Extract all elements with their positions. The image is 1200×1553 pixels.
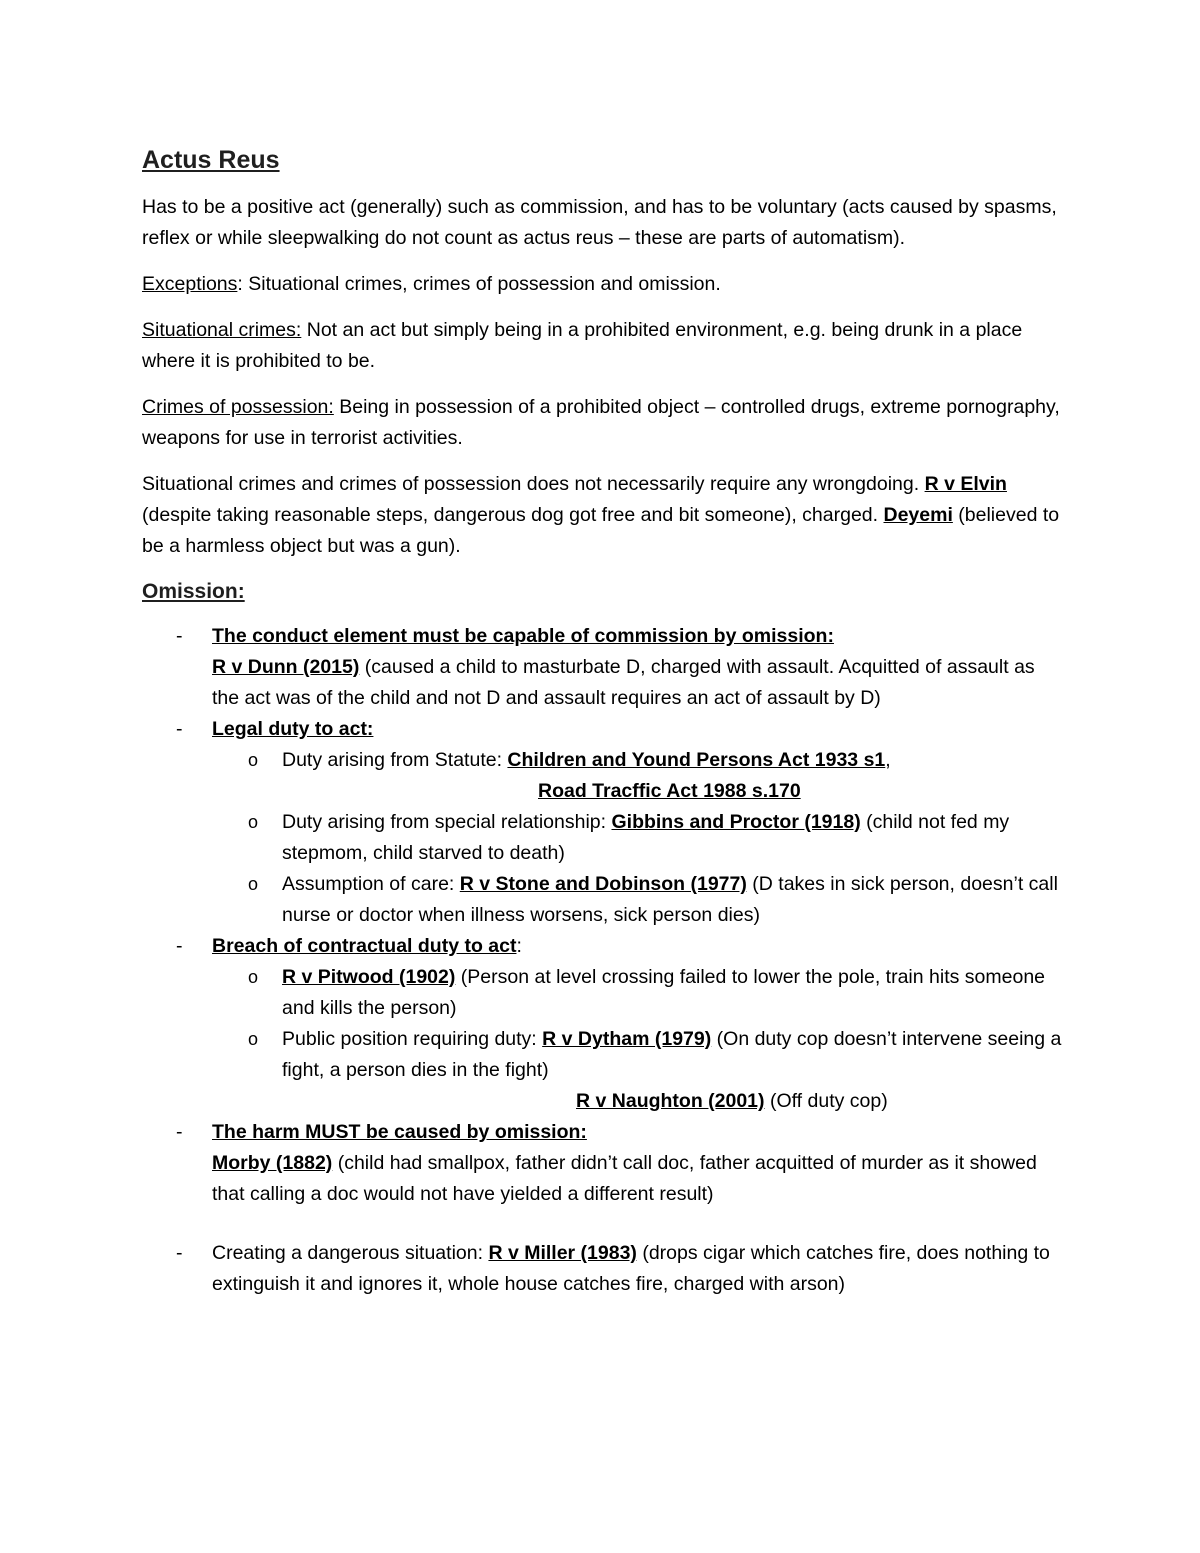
exceptions-colon: : — [237, 273, 243, 295]
circle-bullet: o — [248, 967, 259, 987]
document-page — [142, 142, 1062, 1300]
dytham-desc: (On duty cop doesn’t intervene seeing a fight, a person dies in the fight) — [282, 1028, 1062, 1081]
danger-text: Creating a dangerous situation: — [212, 1242, 489, 1264]
list-item-legal-duty — [142, 714, 1062, 931]
contract-sublist — [212, 962, 1062, 1117]
naughton-line — [282, 1086, 1062, 1117]
contract-colon: : — [516, 935, 522, 957]
possession-text: Being in possession of a prohibited object – controlled drugs, extreme pornography, weapons for use in terrorist activities. — [142, 396, 1060, 449]
care-text: Assumption of care: — [282, 873, 460, 895]
legal-duty-heading: Legal duty to act: — [212, 718, 374, 740]
case-pitwood: R v Pitwood (1902) — [282, 966, 456, 988]
contract-heading: Breach of contractual duty to act — [212, 935, 517, 957]
exceptions-paragraph — [142, 269, 1062, 300]
sub-item-pitwood — [212, 962, 1062, 1024]
possession-paragraph — [142, 392, 1062, 454]
wrongdoing-text-2: (despite taking reasonable steps, dangerous dog got free and bit someone), charged. — [142, 504, 884, 526]
wrongdoing-text-1: Situational crimes and crimes of possession does not necessarily require any wrongdoing. — [142, 473, 925, 495]
case-gibbins: Gibbins and Proctor (1918) — [611, 811, 861, 833]
harm-heading: The harm MUST be caused by omission: — [212, 1121, 587, 1143]
intro-paragraph — [142, 192, 1062, 254]
conduct-text: (caused a child to masturbate D, charged with assault. Acquitted of assault as the act was of the child and not D and assault requires an act of assault by D) — [212, 656, 1035, 709]
statute-act-1: Children and Yound Persons Act 1933 s1 — [507, 749, 886, 771]
intro-text: Has to be a positive act (generally) such as commission, and has to be voluntary (acts caused by spasms, reflex or while sleepwalking do not count as actus reus – these are parts of automatism). — [142, 196, 1057, 249]
naughton-desc: (Off duty cop) — [764, 1090, 888, 1112]
possession-label: Crimes of possession: — [142, 396, 334, 418]
list-item-harm — [142, 1117, 1062, 1238]
page-title: Actus Reus — [142, 146, 280, 174]
dash-bullet: - — [176, 1121, 183, 1143]
statute-text: Duty arising from Statute: — [282, 749, 508, 771]
case-morby: Morby (1882) — [212, 1152, 333, 1174]
statute-act-2: Road Tracffic Act 1988 s.170 — [538, 780, 801, 802]
case-miller: R v Miller (1983) — [488, 1242, 637, 1264]
case-stone-dobinson: R v Stone and Dobinson (1977) — [459, 873, 747, 895]
statute-line-2 — [282, 776, 1062, 807]
sub-item-statute — [212, 745, 1062, 807]
list-item-dangerous-situation — [142, 1238, 1062, 1300]
contract-heading-line — [212, 931, 1062, 962]
dash-bullet: - — [176, 935, 183, 957]
wrongdoing-paragraph — [142, 469, 1062, 562]
exceptions-label: Exceptions — [142, 273, 238, 295]
sub-item-assumption-of-care — [212, 869, 1062, 931]
dash-bullet: - — [176, 625, 183, 647]
dash-bullet: - — [176, 1242, 183, 1264]
case-deyemi: Deyemi — [883, 504, 953, 526]
conduct-body — [212, 652, 1062, 714]
omission-heading: Omission: — [142, 580, 245, 603]
danger-desc: (drops cigar which catches fire, does nothing to extinguish it and ignores it, whole house catches fire, charged with arson) — [212, 1242, 1050, 1295]
spacer — [212, 1210, 1062, 1238]
legal-duty-sublist — [212, 745, 1062, 931]
harm-body — [212, 1148, 1062, 1210]
exceptions-text: Situational crimes, crimes of possession and omission. — [242, 273, 721, 295]
circle-bullet: o — [248, 812, 259, 832]
public-text: Public position requiring duty: — [282, 1028, 543, 1050]
case-elvin: R v Elvin — [924, 473, 1007, 495]
circle-bullet: o — [248, 874, 259, 894]
wrongdoing-text-3: (believed to be a harmless object but was a gun). — [142, 504, 1060, 557]
sub-item-public-position — [212, 1024, 1062, 1117]
care-desc: (D takes in sick person, doesn’t call nurse or doctor when illness worsens, sick person dies) — [282, 873, 1058, 926]
statute-comma: , — [885, 749, 891, 771]
circle-bullet: o — [248, 750, 259, 770]
statute-line — [282, 745, 1062, 776]
dash-bullet: - — [176, 718, 183, 740]
situational-text: Not an act but simply being in a prohibited environment, e.g. being drunk in a place where it is prohibited to be. — [142, 319, 1023, 372]
special-text: Duty arising from special relationship: — [282, 811, 612, 833]
circle-bullet: o — [248, 1029, 259, 1049]
situational-label: Situational crimes: — [142, 319, 302, 341]
case-dytham: R v Dytham (1979) — [542, 1028, 712, 1050]
situational-paragraph — [142, 315, 1062, 377]
case-naughton: R v Naughton (2001) — [576, 1090, 765, 1112]
list-item-conduct — [142, 621, 1062, 714]
harm-text: (child had smallpox, father didn’t call doc, father acquitted of murder as it showed that calling a doc would not have yielded a different result) — [212, 1152, 1037, 1205]
case-dunn: R v Dunn (2015) — [212, 656, 360, 678]
pitwood-desc: (Person at level crossing failed to lower the pole, train hits someone and kills the person) — [282, 966, 1046, 1019]
sub-item-special-relationship — [212, 807, 1062, 869]
list-item-contract — [142, 931, 1062, 1117]
conduct-heading: The conduct element must be capable of commission by omission: — [212, 625, 834, 647]
special-desc: (child not fed my stepmom, child starved to death) — [282, 811, 1010, 864]
omission-list — [142, 621, 1062, 1300]
